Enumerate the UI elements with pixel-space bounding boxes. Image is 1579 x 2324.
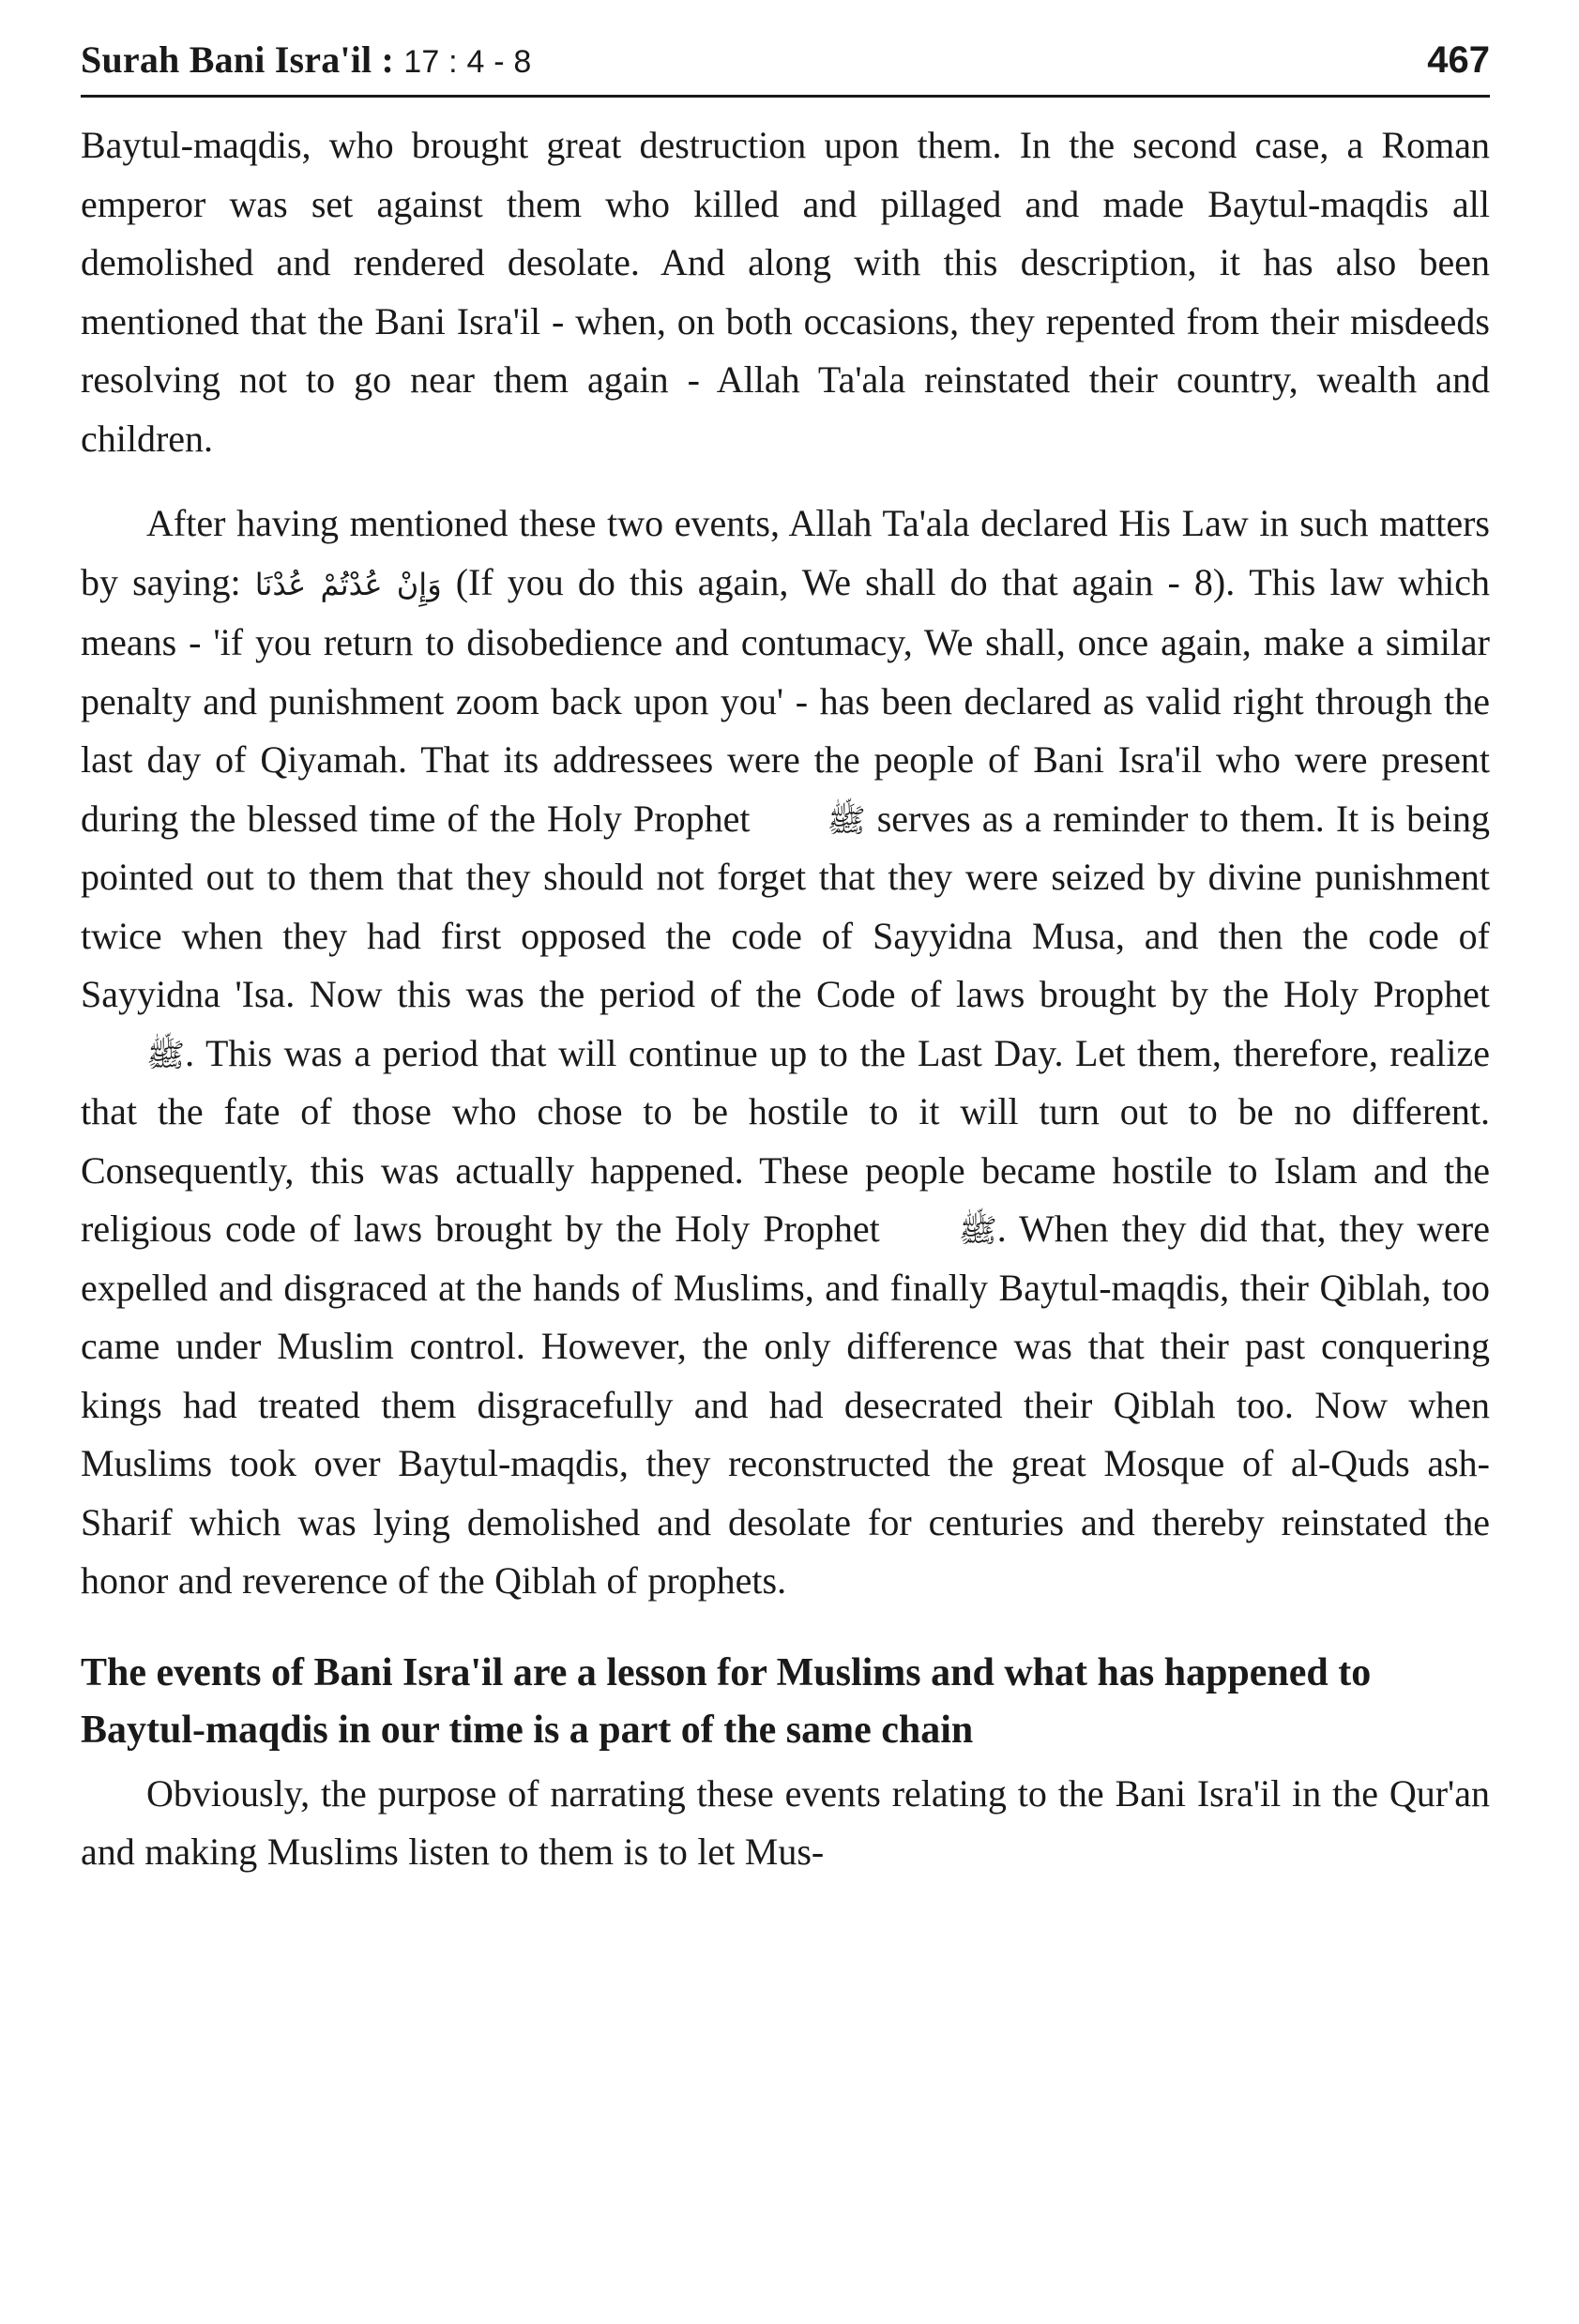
paragraph-continued: Baytul-maqdis, who brought great destruction upon them. In the second case, a Roman emperor was set against them who killed and pillaged and made Baytul-maqdis all demolished and rendered desolate. And along with this description, it has also been mentioned that the Bani Isra'il - when, on both occasions, they repented from their misdeeds resolving not to go near them again - Allah Ta'ala reinstated their country, wealth and children. bbox=[81, 124, 1490, 460]
surah-title: Surah Bani Isra'il : bbox=[81, 38, 395, 81]
paragraph-text: (If you do this again, We shall do that again - 8). This law which means - 'if you return to disobedience and contumacy, We shall, once again, make a similar penalty and punishment zoom back upon you' - has been declared as valid right through the last day of Qiyamah. That its addressees were the people of Bani Isra'il who were present during the blessed time of the Holy Prophet bbox=[81, 560, 1491, 840]
chapter-reference bbox=[81, 38, 531, 82]
running-header bbox=[81, 38, 1490, 98]
page-number: 467 bbox=[1427, 39, 1490, 81]
salutation-symbol: ﷺ bbox=[146, 1036, 186, 1074]
salutation-symbol: ﷺ bbox=[958, 1212, 997, 1250]
book-page bbox=[81, 38, 1490, 1882]
salutation-symbol: ﷺ bbox=[827, 801, 866, 840]
page-body bbox=[81, 116, 1490, 1882]
paragraph-text: . When they did that, they were expelled and disgraced at the hands of Muslims, and finally Baytul-maqdis, their Qiblah, too came under Muslim control. However, the only difference was that their past conquering kings had treated them disgracefully and had desecrated their Qiblah too. Now when Muslims took over Baytul-maqdis, they reconstructed the great Mosque of al-Quds ash-Sharif which was lying demolished and desolate for centuries and thereby reinstated the honor and reverence of the Qiblah of prophets. bbox=[81, 1208, 1490, 1602]
verse-range: 17 : 4 - 8 bbox=[403, 44, 532, 80]
paragraph-text: . This was a period that will continue up to the Last Day. Let them, therefore, realize that the fate of those who chose to be hostile to it will turn out to be no different. Consequently, this was actually happened. These people became hostile to Islam and the religious code of laws brought by the Holy Prophet bbox=[81, 1031, 1490, 1250]
section-heading: The events of Bani Isra'il are a lesson for Muslims and what has happened to Baytul-maqdis in our time is a part of the same chain bbox=[81, 1650, 1372, 1752]
paragraph-divine-law bbox=[81, 494, 1490, 1611]
paragraph-text: serves as a reminder to them. It is being pointed out to them that they should not forget that they were seized by divine punishment twice when they had first opposed the code of Sayyidna Musa, and then the code of Sayyidna 'Isa. Now this was the period of the Code of laws brought by the Holy Prophet bbox=[81, 797, 1491, 1015]
arabic-verse: وَإِنْ عُدْتُمْ عُدْنَا bbox=[254, 566, 442, 602]
paragraph-lesson: Obviously, the purpose of narrating these events relating to the Bani Isra'il in the Qur'an and making Muslims listen to them is to let Mus- bbox=[81, 1771, 1490, 1873]
paragraph-text: After having mentioned these two events, Allah Ta'ala declared His Law in such matters by saying: bbox=[81, 502, 1490, 603]
